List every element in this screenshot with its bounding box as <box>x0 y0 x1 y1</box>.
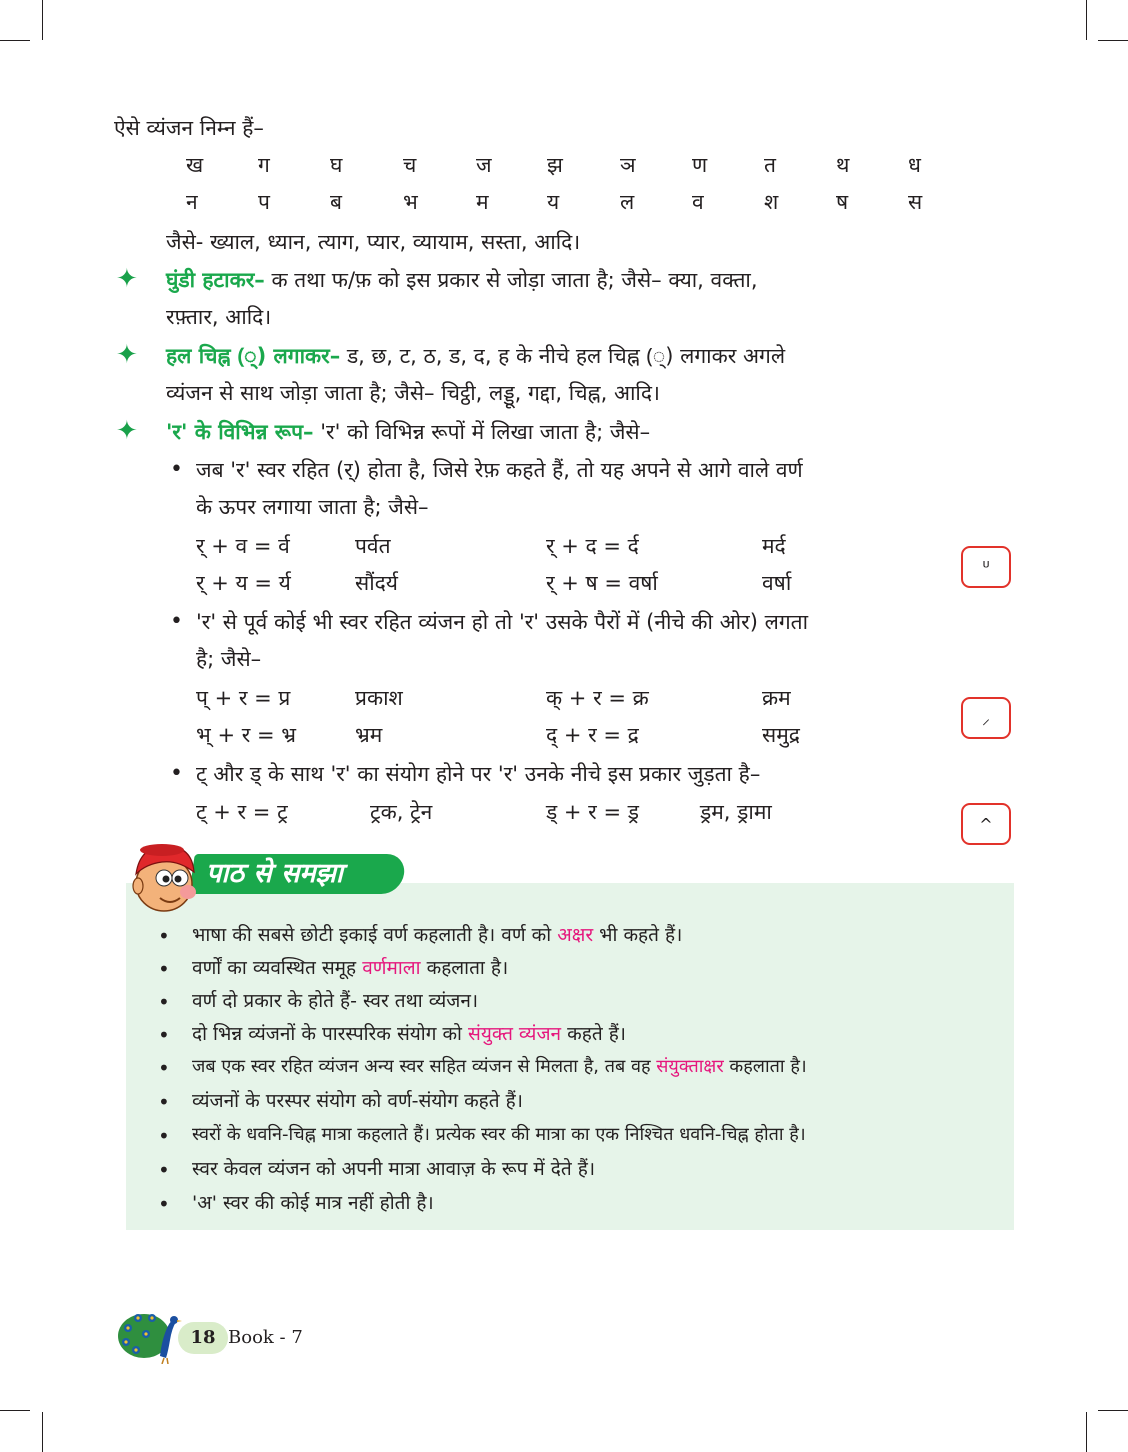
summary-text: वर्ण दो प्रकार के होते हैं- स्वर तथा व्यंजन। <box>192 990 479 1012</box>
b1-formula: र् + द = र्द <box>546 534 639 558</box>
para-3-heading: 'र' के विभिन्न रूप– <box>166 420 314 444</box>
summary-highlight: संयुक्ताक्षर <box>656 1056 724 1077</box>
consonant: प <box>258 190 270 214</box>
summary-text: दो भिन्न व्यंजनों के पारस्परिक संयोग को <box>192 1023 469 1045</box>
b2-word: प्रकाश <box>355 686 403 710</box>
b2-formula: प् + र = प्र <box>196 686 291 710</box>
crop-mark <box>42 0 43 40</box>
reph-mark-box: ᓑ <box>961 546 1011 588</box>
consonant: ष <box>836 190 849 214</box>
consonant: ग <box>258 153 270 177</box>
b1-word: पर्वत <box>355 534 391 558</box>
b1-line-2: के ऊपर लगाया जाता है; जैसे– <box>196 495 429 519</box>
b1-word: सौंदर्य <box>355 571 398 595</box>
b1-formula: र् + य = र्य <box>196 571 291 595</box>
b3-word: ट्रक, ट्रेन <box>370 800 433 824</box>
bullet-dot: • <box>158 1090 170 1114</box>
crop-mark <box>0 1410 30 1411</box>
summary-text: व्यंजनों के परस्पर संयोग को वर्ण-संयोग कहते हैं। <box>192 1090 523 1112</box>
ra-foot-mark-box: ⸝ <box>961 697 1011 739</box>
consonant: न <box>186 190 198 214</box>
peacock-icon <box>116 1304 186 1364</box>
crop-mark <box>1086 1412 1087 1452</box>
summary-text: वर्णों का व्यवस्थित समूह <box>192 957 363 979</box>
para-3-text: 'र' को विभिन्न रूपों में लिखा जाता है; जैसे– <box>320 420 651 444</box>
para-2-heading: हल चिह्न (्) लगाकर– <box>166 344 341 368</box>
summary-item <box>192 1053 807 1081</box>
b3-formula: ट् + र = ट्र <box>196 800 288 824</box>
summary-text: भाषा की सबसे छोटी इकाई वर्ण कहलाती है। वर्ण को <box>192 924 558 946</box>
consonant: थ <box>836 153 850 177</box>
boy-mascot-icon <box>126 838 204 916</box>
summary-text: कहलाता है। <box>723 1056 807 1077</box>
consonant: घ <box>330 153 343 177</box>
bullet-dot: • <box>158 990 170 1014</box>
bullet-dot: • <box>158 1124 170 1148</box>
para-2-line-1 <box>166 341 785 371</box>
summary-highlight: वर्णमाला <box>362 957 421 979</box>
para-2-line-2: व्यंजन से साथ जोड़ा जाता है; जैसे– चिट्ठी, लड्डू, गद्दा, चिह्न, आदि। <box>166 381 660 405</box>
consonant: ध <box>908 153 921 177</box>
b3-formula: ड् + र = ड्र <box>546 800 639 824</box>
summary-text: जब एक स्वर रहित व्यंजन अन्य स्वर सहित व्यंजन से मिलता है, तब वह <box>192 1056 657 1077</box>
summary-item <box>192 1121 806 1149</box>
crop-mark <box>1098 40 1128 41</box>
para-1-heading: घुंडी हटाकर– <box>166 268 265 292</box>
summary-item <box>192 1155 595 1183</box>
b3-word: ड्रम, ड्रामा <box>700 800 772 824</box>
book-label: Book - 7 <box>228 1327 303 1348</box>
summary-item <box>192 1020 626 1048</box>
crop-mark <box>1098 1410 1128 1411</box>
b1-word: वर्षा <box>762 571 792 595</box>
bullet-dot: • <box>158 1056 170 1080</box>
b3-line-1: ट् और ड् के साथ 'र' का संयोग होने पर 'र' उनके नीचे इस प्रकार जुड़ता है– <box>196 762 761 786</box>
para-1-line-1 <box>166 265 758 295</box>
b2-word: समुद्र <box>762 723 800 747</box>
page-number: 18 <box>178 1322 228 1354</box>
consonant: ब <box>330 190 342 214</box>
consonant: व <box>692 190 704 214</box>
b2-word: भ्रम <box>355 723 383 747</box>
consonant: त <box>764 153 776 177</box>
summary-item <box>192 1087 523 1115</box>
intro-text: ऐसे व्यंजन निम्न हैं– <box>114 116 264 140</box>
summary-item <box>192 1189 434 1217</box>
b2-formula: भ् + र = भ्र <box>196 723 297 747</box>
ra-caret-mark-box: ^ <box>961 803 1011 845</box>
consonant: भ <box>403 190 418 214</box>
example-line: जैसे- ख्याल, ध्यान, त्याग, प्यार, व्यायाम, सस्ता, आदि। <box>166 230 581 254</box>
summary-text: कहते हैं। <box>561 1023 626 1045</box>
bullet-dot: • <box>170 609 183 634</box>
consonant: च <box>403 153 417 177</box>
consonant: ञ <box>620 153 636 177</box>
consonant: ख <box>186 153 204 177</box>
consonant: म <box>476 190 489 214</box>
b1-line-1: जब 'र' स्वर रहित (र्) होता है, जिसे रेफ़ कहते हैं, तो यह अपने से आगे वाले वर्ण <box>196 458 803 482</box>
para-1-text: क तथा फ/फ़ को इस प्रकार से जोड़ा जाता है; जैसे– क्या, वक्ता, <box>271 268 758 292</box>
summary-text: 'अ' स्वर की कोई मात्र नहीं होती है। <box>192 1192 434 1214</box>
summary-text: स्वरों के धवनि-चिह्न मात्रा कहलाते हैं। प्रत्येक स्वर की मात्रा का एक निश्चित धवनि-चिह्न होता है। <box>192 1124 806 1145</box>
bullet-dot: • <box>158 924 170 948</box>
consonant: स <box>908 190 923 214</box>
bullet-dot: • <box>158 957 170 981</box>
bullet-dot: • <box>170 761 183 786</box>
b1-word: मर्द <box>762 534 786 558</box>
summary-text: कहलाता है। <box>420 957 509 979</box>
consonant: य <box>547 190 560 214</box>
consonant: झ <box>547 153 563 177</box>
star-bullet-icon: ✦ <box>116 416 138 446</box>
b1-formula: र् + व = र्व <box>196 534 290 558</box>
summary-text: भी कहते हैं। <box>593 924 683 946</box>
para-2-text: ड, छ, ट, ठ, ड, द, ह के नीचे हल चिह्न (्) लगाकर अगले <box>346 344 786 368</box>
b2-formula: क् + र = क्र <box>546 686 649 710</box>
consonant: ण <box>692 153 708 177</box>
consonant: श <box>764 190 779 214</box>
consonant: ल <box>620 190 635 214</box>
summary-title: पाठ से समझा <box>206 858 343 889</box>
summary-item <box>192 987 478 1015</box>
summary-text: स्वर केवल व्यंजन को अपनी मात्रा आवाज़ के रूप में देते हैं। <box>192 1158 596 1180</box>
star-bullet-icon: ✦ <box>116 340 138 370</box>
b2-line-2: है; जैसे– <box>196 647 262 671</box>
para-1-line-2: रफ़्तार, आदि। <box>166 305 272 329</box>
crop-mark <box>42 1412 43 1452</box>
bullet-dot: • <box>158 1158 170 1182</box>
crop-mark <box>0 40 30 41</box>
b2-formula: द् + र = द्र <box>546 723 639 747</box>
bullet-dot: • <box>158 1023 170 1047</box>
summary-highlight: अक्षर <box>557 924 594 946</box>
summary-item <box>192 954 508 982</box>
summary-item <box>192 921 682 949</box>
bullet-dot: • <box>170 457 183 482</box>
para-3-line-1 <box>166 417 650 447</box>
b2-word: क्रम <box>762 686 791 710</box>
crop-mark <box>1086 0 1087 40</box>
consonant: ज <box>476 153 492 177</box>
bullet-dot: • <box>158 1192 170 1216</box>
b1-formula: र् + ष = वर्षा <box>546 571 658 595</box>
summary-highlight: संयुक्त व्यंजन <box>468 1023 562 1045</box>
b2-line-1: 'र' से पूर्व कोई भी स्वर रहित व्यंजन हो तो 'र' उसके पैरों में (नीचे की ओर) लगता <box>196 610 809 634</box>
star-bullet-icon: ✦ <box>116 264 138 294</box>
